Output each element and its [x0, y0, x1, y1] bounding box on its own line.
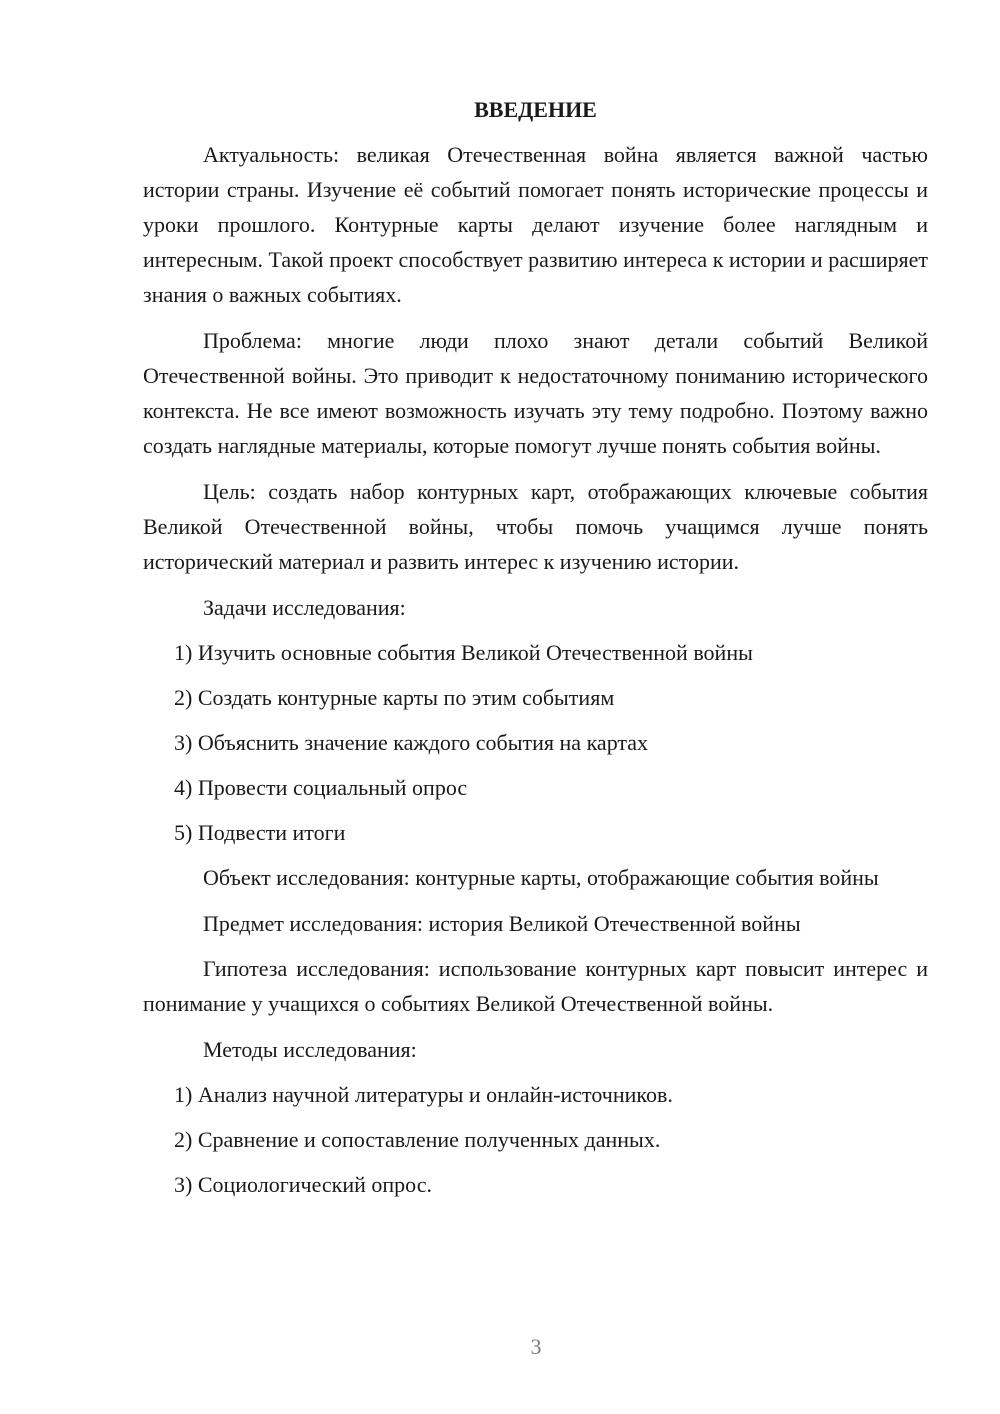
list-item: 2) Создать контурные карты по этим событиям	[174, 685, 615, 710]
list-item: 3) Социологический опрос.	[174, 1172, 432, 1197]
list-item: 3) Объяснить значение каждого события на картах	[174, 730, 649, 755]
methods-list	[143, 1077, 928, 1202]
page-number: 3	[530, 1334, 542, 1359]
paragraph-subject: Предмет исследования: история Великой Отечественной войны	[203, 911, 801, 936]
paragraph-hypothesis: Гипотеза исследования: использование контурных карт повысит интерес и понимание у учащихся о событиях Великой Отечественной войны.	[143, 956, 928, 1016]
section-heading: ВВЕДЕНИЕ	[474, 97, 597, 122]
tasks-list	[143, 635, 928, 850]
list-item: 5) Подвести итоги	[174, 820, 346, 845]
paragraph-problem: Проблема: многие люди плохо знают детали событий Великой Отечественной войны. Это приводит к недостаточному пониманию исторического контекста. Не все имеют возможность изучать эту тему подробно. Поэтому важно создать наглядные материалы, которые помогут лучше понять события войны.	[143, 328, 928, 458]
methods-label: Методы исследования:	[203, 1037, 417, 1062]
list-item: 4) Провести социальный опрос	[174, 775, 468, 800]
list-item: 1) Анализ научной литературы и онлайн-источников.	[174, 1082, 673, 1107]
tasks-label: Задачи исследования:	[203, 595, 406, 620]
paragraph-object: Объект исследования: контурные карты, отображающие события войны	[203, 865, 879, 890]
list-item: 2) Сравнение и сопоставление полученных данных.	[174, 1127, 661, 1152]
paragraph-relevance: Актуальность: великая Отечественная война является важной частью истории страны. Изучение её событий помогает понять исторические процессы и уроки прошлого. Контурные карты делают изучение более наглядным и интересным. Такой проект способствует развитию интереса к истории и расширяет знания о важных событиях.	[143, 142, 928, 307]
document-page	[143, 95, 928, 1212]
list-item: 1) Изучить основные события Великой Отечественной войны	[174, 640, 753, 665]
paragraph-goal: Цель: создать набор контурных карт, отображающих ключевые события Великой Отечественной войны, чтобы помочь учащимся лучше понять исторический материал и развить интерес к изучению истории.	[143, 479, 928, 574]
